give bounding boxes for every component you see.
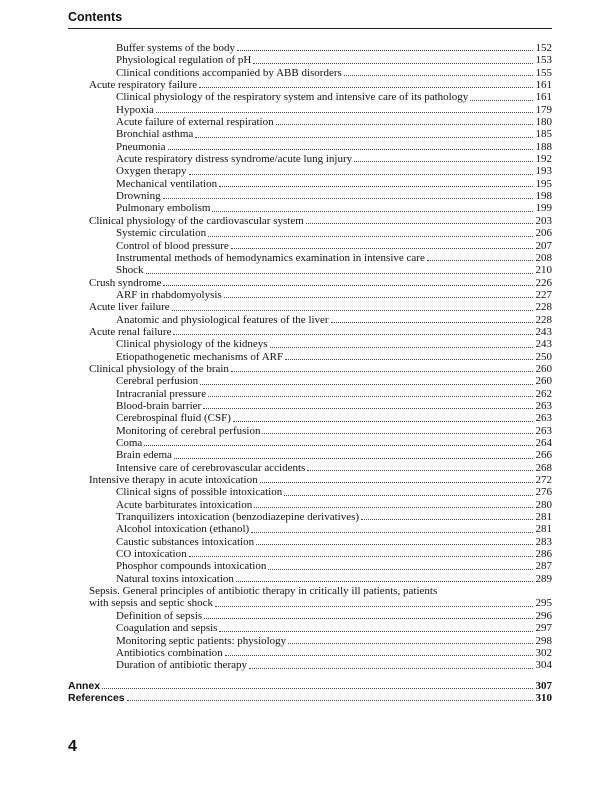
toc-section-annex [68, 680, 552, 705]
toc-entry-page: 250 [535, 350, 552, 363]
toc-entry-page: 207 [535, 239, 552, 252]
toc-entry-title: Shock [116, 264, 144, 277]
toc-entry-title: Coma [116, 437, 143, 449]
toc-entry[interactable] [68, 338, 552, 350]
toc-entry[interactable] [68, 425, 552, 437]
toc-entry-title: Pneumonia [116, 140, 166, 153]
toc-entry-page: 228 [535, 313, 552, 326]
dot-leader [354, 160, 533, 162]
toc-entry-title: Mechanical ventilation [116, 177, 218, 190]
toc-entry-page: 302 [535, 646, 552, 659]
dot-leader [254, 506, 533, 508]
toc-entry-page: 281 [535, 511, 552, 524]
toc-entry-page: 188 [535, 140, 552, 153]
toc-entry[interactable] [68, 499, 552, 511]
dot-leader [262, 432, 533, 434]
dot-leader [144, 444, 533, 446]
header-rule [68, 28, 552, 29]
toc-entry-title: Clinical physiology of the brain [89, 362, 229, 375]
toc-entry-page: 268 [535, 461, 552, 474]
toc-entry-title: Clinical conditions accompanied by ABB disorders [116, 66, 342, 79]
toc-entry[interactable] [68, 449, 552, 461]
toc-entry[interactable] [68, 289, 552, 301]
toc-entry-page: 203 [535, 214, 552, 227]
toc-entry-page: 226 [535, 276, 552, 289]
toc-entry-page: 243 [535, 338, 552, 351]
toc-entry-title: Pulmonary embolism [116, 202, 211, 215]
dot-leader [331, 321, 533, 323]
toc-entry[interactable] [68, 375, 552, 387]
toc-entry[interactable] [68, 252, 552, 264]
toc-entry-title: Physiological regulation of pH [116, 54, 252, 67]
toc-entry-title: Acute liver failure [89, 301, 170, 314]
dot-leader [236, 580, 533, 582]
toc-entry-page: 210 [535, 264, 552, 277]
toc-entry[interactable] [68, 692, 552, 704]
toc-entry-title: Buffer systems of the body [116, 42, 235, 54]
dot-leader [231, 247, 533, 249]
toc-section-main [68, 42, 552, 585]
toc-entry[interactable] [68, 314, 552, 326]
toc-entry[interactable] [68, 277, 552, 289]
toc-entry-title: Monitoring of cerebral perfusion [116, 424, 261, 437]
toc-entry-page: 272 [535, 474, 552, 487]
toc-entry-title: Systemic circulation [116, 227, 207, 240]
toc-entry-title: Bronchial asthma [116, 128, 194, 141]
toc-entry-page: 152 [535, 42, 552, 54]
toc-entry[interactable] [68, 202, 552, 214]
toc-entry-title: Caustic substances intoxication [116, 535, 255, 548]
toc-entry-title: Instrumental methods of hemodynamics examination in intensive care [116, 251, 425, 264]
toc-entry[interactable] [68, 104, 552, 116]
toc-entry[interactable] [68, 91, 552, 103]
dot-leader [208, 235, 533, 237]
toc-entry-title: Acute failure of external respiration [116, 116, 274, 129]
dot-leader [361, 518, 533, 520]
dot-leader [470, 99, 533, 101]
toc-entry-page: 286 [535, 548, 552, 561]
toc-entry-title: Crush syndrome [89, 276, 162, 289]
dot-leader [270, 346, 533, 348]
dot-leader [344, 74, 533, 76]
dot-leader [127, 699, 533, 701]
toc-entry[interactable] [68, 597, 552, 609]
dot-leader [219, 630, 533, 632]
dot-leader [199, 86, 533, 88]
toc-entry[interactable] [68, 400, 552, 412]
toc-entry-title: Clinical signs of possible intoxication [116, 486, 283, 499]
toc-entry[interactable] [68, 647, 552, 659]
toc-entry-page: 208 [535, 251, 552, 264]
toc-entry-title: Brain edema [116, 449, 172, 462]
dot-leader [174, 457, 533, 459]
toc-entry-page: 310 [535, 691, 552, 704]
toc-entry-page: 199 [535, 202, 552, 215]
toc-entry[interactable] [68, 215, 552, 227]
toc-entry[interactable] [68, 165, 552, 177]
toc-entry-title: Clinical physiology of the respiratory system and intensive care of its pathology [116, 91, 469, 104]
toc-entry-page: 228 [535, 301, 552, 314]
dot-leader [288, 642, 533, 644]
dot-leader [204, 617, 533, 619]
dot-leader [284, 494, 533, 496]
toc-entry[interactable] [68, 363, 552, 375]
dot-leader [173, 333, 533, 335]
toc-entry-title: Acute barbiturates intoxication [116, 498, 253, 511]
toc-entry[interactable] [68, 622, 552, 634]
toc-entry-title: References [68, 691, 125, 704]
toc-entry-page: 243 [535, 325, 552, 338]
toc-entry[interactable] [68, 42, 552, 54]
toc-entry[interactable] [68, 326, 552, 338]
dot-leader [163, 197, 533, 199]
dot-leader [237, 49, 533, 51]
toc-entry-page: 298 [535, 634, 552, 647]
dot-leader [195, 136, 533, 138]
toc-entry[interactable] [68, 178, 552, 190]
dot-leader [260, 481, 533, 483]
toc-entry-title: CO intoxication [116, 548, 187, 561]
toc-entry-title: Monitoring septic patients: physiology [116, 634, 287, 647]
dot-leader [168, 148, 534, 150]
toc-entry-page: 280 [535, 498, 552, 511]
toc-entry-title: Coagulation and sepsis [116, 622, 218, 635]
toc-entry-title: Hypoxia [116, 103, 154, 116]
toc-entry-page: 161 [535, 79, 552, 92]
dot-leader [285, 358, 533, 360]
spacer [68, 672, 552, 680]
toc-entry-title: ARF in rhabdomyolysis [116, 288, 222, 301]
toc-entry[interactable] [68, 54, 552, 66]
toc-entry[interactable] [68, 116, 552, 128]
toc-entry-title: Drowning [116, 190, 161, 203]
dot-leader [102, 687, 533, 689]
toc-entry[interactable] [68, 659, 552, 671]
toc-entry-page: 297 [535, 622, 552, 635]
toc-entry-title: Natural toxins intoxication [116, 572, 234, 585]
dot-leader [212, 210, 533, 212]
toc-entry-title: Phosphor compounds intoxication [116, 560, 267, 573]
toc-entry-page: 260 [535, 362, 552, 375]
toc-entry-title: Alcohol intoxication (ethanol) [116, 523, 250, 536]
dot-leader [189, 555, 533, 557]
toc-entry-page: 155 [535, 66, 552, 79]
toc-entry[interactable] [68, 462, 552, 474]
toc-entry-page: 262 [535, 387, 552, 400]
toc-entry-title: Anatomic and physiological features of the liver [116, 313, 329, 326]
toc-entry[interactable] [68, 227, 552, 239]
dot-leader [146, 272, 534, 274]
toc-entry-page: 263 [535, 399, 552, 412]
toc-entry-title: Cerebral perfusion [116, 375, 199, 388]
toc-entry[interactable] [68, 573, 552, 585]
toc-entry-title-line: Sepsis. General principles of antibiotic therapy in critically ill patients, patients [89, 585, 438, 598]
toc-entry[interactable] [68, 388, 552, 400]
dot-leader [276, 123, 533, 125]
dot-leader [231, 370, 533, 372]
toc-entry-page: 281 [535, 523, 552, 536]
toc-entry[interactable] [68, 128, 552, 140]
toc-entry-title: Oxygen therapy [116, 165, 187, 178]
toc-entry[interactable] [68, 536, 552, 548]
toc-entry[interactable] [68, 351, 552, 363]
dot-leader [225, 654, 533, 656]
dot-leader [256, 543, 533, 545]
toc-entry-page: 192 [535, 153, 552, 166]
toc-entry-page: 185 [535, 128, 552, 141]
toc-entry-title: Control of blood pressure [116, 239, 229, 252]
toc-entry[interactable] [68, 437, 552, 449]
toc-entry-title: with sepsis and septic shock [89, 597, 214, 610]
toc-entry-page: 206 [535, 227, 552, 240]
toc-entry-title: Tranquilizers intoxication (benzodiazepine derivatives) [116, 511, 360, 524]
toc-entry[interactable] [68, 635, 552, 647]
toc-entry[interactable] [68, 67, 552, 79]
toc-entry[interactable] [68, 264, 552, 276]
toc-entry[interactable] [68, 153, 552, 165]
toc-entry-page: 195 [535, 177, 552, 190]
dot-leader [163, 284, 533, 286]
dot-leader [189, 173, 533, 175]
toc-section-sepsis [68, 597, 552, 671]
dot-leader [251, 531, 533, 533]
toc-entry-page: 264 [535, 437, 552, 449]
toc-entry-title: Clinical physiology of the kidneys [116, 338, 268, 351]
toc-entry-title: Acute respiratory distress syndrome/acute lung injury [116, 153, 353, 166]
toc-entry-title: Cerebrospinal fluid (CSF) [116, 412, 231, 425]
toc-entry-page: 287 [535, 560, 552, 573]
dot-leader [253, 62, 533, 64]
dot-leader [427, 259, 533, 261]
toc-entry[interactable] [68, 141, 552, 153]
toc-entry-title: Clinical physiology of the cardiovascular system [89, 214, 304, 227]
dot-leader [172, 309, 533, 311]
toc-entry[interactable] [68, 190, 552, 202]
toc-entry-page: 307 [535, 679, 552, 692]
toc-entry-page: 289 [535, 572, 552, 585]
running-header: Contents [68, 10, 123, 24]
toc-entry-page: 193 [535, 165, 552, 178]
toc-entry[interactable] [68, 610, 552, 622]
dot-leader [268, 568, 533, 570]
toc-entry-title: Blood-brain barrier [116, 399, 202, 412]
table-of-contents [68, 42, 552, 704]
toc-entry-page: 161 [535, 91, 552, 104]
toc-entry-title: Etiopathogenetic mechanisms of ARF [116, 350, 284, 363]
toc-entry-page: 179 [535, 103, 552, 116]
toc-entry-page: 266 [535, 449, 552, 462]
dot-leader [224, 296, 533, 298]
toc-entry[interactable] [68, 79, 552, 91]
toc-entry[interactable] [68, 548, 552, 560]
toc-entry-page: 260 [535, 375, 552, 388]
toc-entry-title: Intensive care of cerebrovascular accidents [116, 461, 306, 474]
toc-entry[interactable] [68, 301, 552, 313]
toc-entry-page: 227 [535, 288, 552, 301]
toc-entry-page: 263 [535, 412, 552, 425]
toc-entry-page: 198 [535, 190, 552, 203]
toc-entry-page: 263 [535, 424, 552, 437]
toc-entry[interactable] [68, 560, 552, 572]
dot-leader [233, 420, 533, 422]
toc-entry-page: 304 [535, 659, 552, 672]
dot-leader [306, 222, 533, 224]
toc-entry-page: 296 [535, 609, 552, 622]
toc-entry[interactable] [68, 523, 552, 535]
toc-entry-title: Antibiotics combination [116, 646, 223, 659]
dot-leader [200, 383, 533, 385]
toc-entry-title: Acute renal failure [89, 325, 172, 338]
toc-entry-title: Intensive therapy in acute intoxication [89, 474, 258, 487]
toc-entry[interactable] [68, 511, 552, 523]
toc-entry-title: Acute respiratory failure [89, 79, 198, 92]
toc-entry-title: Intracranial pressure [116, 387, 207, 400]
dot-leader [215, 605, 533, 607]
toc-entry[interactable] [68, 486, 552, 498]
dot-leader [219, 185, 533, 187]
dot-leader [203, 407, 533, 409]
toc-entry[interactable] [68, 474, 552, 486]
toc-entry-title: Annex [68, 679, 101, 692]
toc-entry-page: 283 [535, 535, 552, 548]
dot-leader [156, 111, 533, 113]
toc-entry-page: 180 [535, 116, 552, 129]
toc-entry[interactable] [68, 240, 552, 252]
dot-leader [208, 395, 533, 397]
page-number: 4 [68, 738, 77, 755]
toc-entry-page: 276 [535, 486, 552, 499]
toc-entry-page: 153 [535, 54, 552, 67]
dot-leader [307, 469, 533, 471]
dot-leader [249, 667, 533, 669]
toc-entry-title: Definition of sepsis [116, 609, 203, 622]
toc-entry-page: 295 [535, 597, 552, 610]
toc-entry[interactable] [68, 412, 552, 424]
toc-entry[interactable] [68, 680, 552, 692]
toc-entry-title: Duration of antibiotic therapy [116, 659, 248, 672]
